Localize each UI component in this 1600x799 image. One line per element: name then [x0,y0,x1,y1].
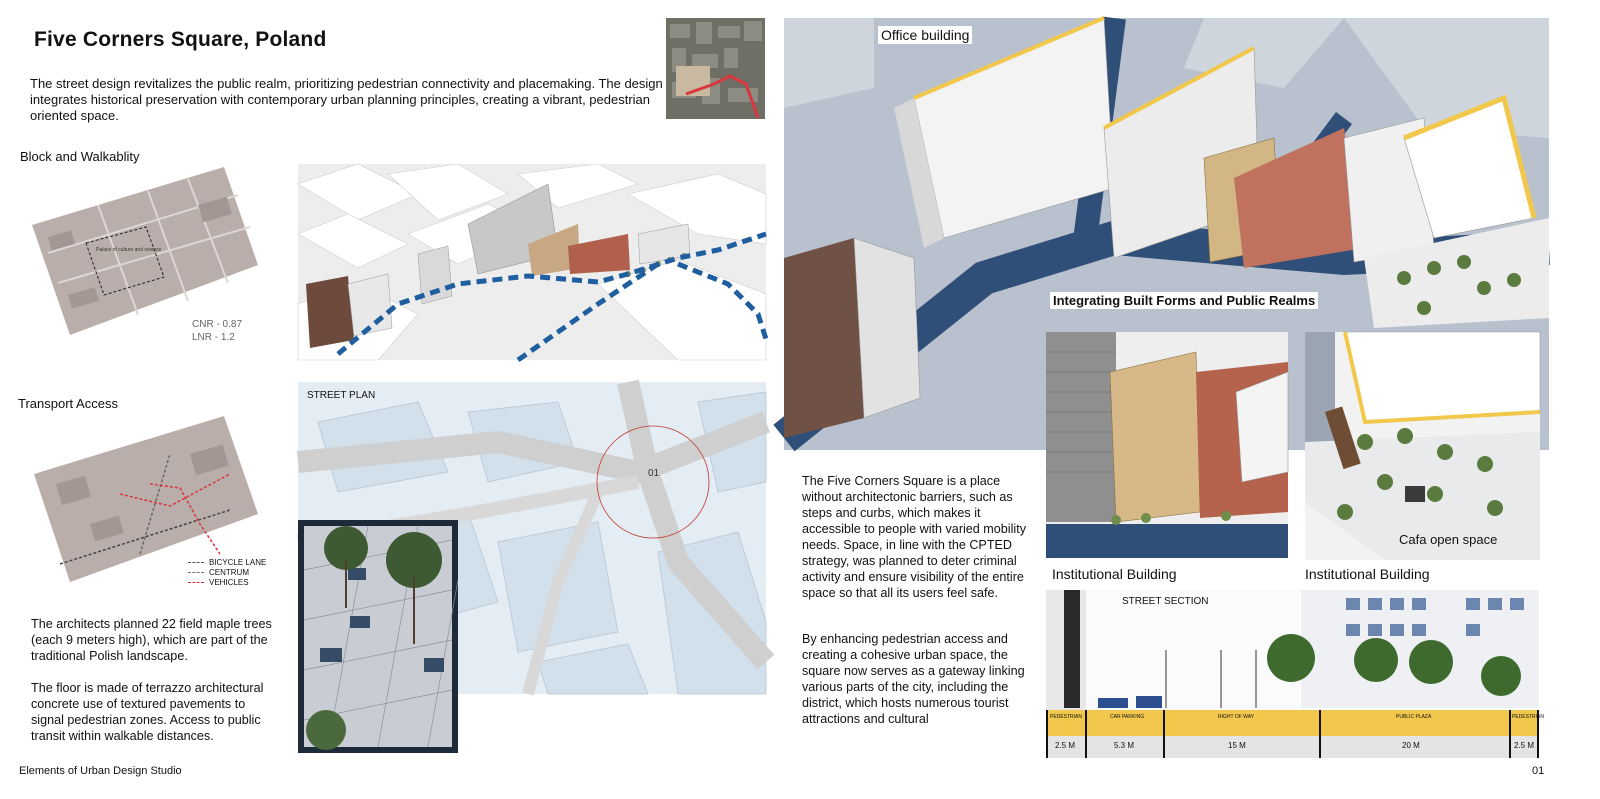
cafe-label: Cafa open space [1399,532,1498,547]
street-section [1046,590,1544,758]
cafe-render [1305,332,1540,560]
zone-name-car-parking: CAR PARKING [1110,714,1145,720]
institutional-label-1: Institutional Building [1052,566,1177,582]
zone-width-pedestrian-left: 2.5 M [1055,741,1076,750]
zone-width-car-parking: 5.3 M [1114,741,1135,750]
lnr-value: LNR - 1.2 [192,332,235,343]
institutional-render-1 [1046,332,1288,558]
footer-page-number: 01 [1532,765,1545,777]
block-map-note: Palace of culture and science [96,247,162,253]
legend-bicycle: BICYCLE LANE [188,558,266,568]
zone-name-pedestrian-right: PEDESTRIAN [1512,714,1544,720]
legend-centrum: CENTRUM [188,568,266,578]
footer-studio: Elements of Urban Design Studio [19,765,182,777]
cnr-value: CNR - 0.87 [192,319,243,330]
street-section-label: STREET SECTION [1122,596,1209,607]
gateway-paragraph: By enhancing pedestrian access and creating a cohesive urban space, the square now serves as a gateway linking various parts of the city, including the district, which hosts numerous tourist attractions and cultural [802,632,1025,726]
zone-name-public-plaza: PUBLIC PLAZA [1396,714,1432,720]
page-title: Five Corners Square, Poland [34,28,327,51]
office-building-label: Office building [878,26,972,44]
block-map [28,165,263,337]
street-plan-label: STREET PLAN [307,390,376,401]
floor-paragraph: The floor is made of terrazzo architectural concrete use of textured pavements to signal pedestrian zones. Access to public transit within walkable distances. [31,681,264,743]
transport-legend [188,558,266,588]
legend-vehicles: VEHICLES [188,578,266,588]
aerial-photo [666,18,765,119]
barriers-paragraph: The Five Corners Square is a place without architectonic barriers, such as steps and curbs, which makes it accessible to people with varied mobility needs. Space, in line with the CPTED strategy, was planned to deter criminal activity and ensure visibility of the entire space so that all its users feel safe. [802,474,1027,600]
zone-width-pedestrian-right: 2.5 M [1514,741,1535,750]
zone-name-right-of-way: RIGHT OF WAY [1218,714,1255,720]
zone-width-public-plaza: 20 M [1402,741,1420,750]
axonometric-route-view [298,164,766,360]
block-section-label: Block and Walkablity [20,149,140,164]
street-plan-marker: 01 [648,468,660,479]
transport-section-label: Transport Access [18,396,118,411]
section-zone-widths [1046,740,1539,754]
institutional-label-2: Institutional Building [1305,566,1430,582]
paving-render [298,520,458,753]
integrating-label: Integrating Built Forms and Public Realms [1050,292,1318,309]
section-zone-names [1046,712,1544,724]
intro-paragraph: The street design revitalizes the public realm, prioritizing pedestrian connectivity and placemaking. The design integrates historical preservation with contemporary urban planning principles, creating a vibrant, pedestrian oriented space. [30,76,663,123]
zone-width-right-of-way: 15 M [1228,741,1246,750]
trees-paragraph: The architects planned 22 field maple trees (each 9 meters high), which are part of the traditional Polish landscape. [31,617,272,663]
zone-name-pedestrian-left: PEDESTRIAN [1050,714,1082,720]
